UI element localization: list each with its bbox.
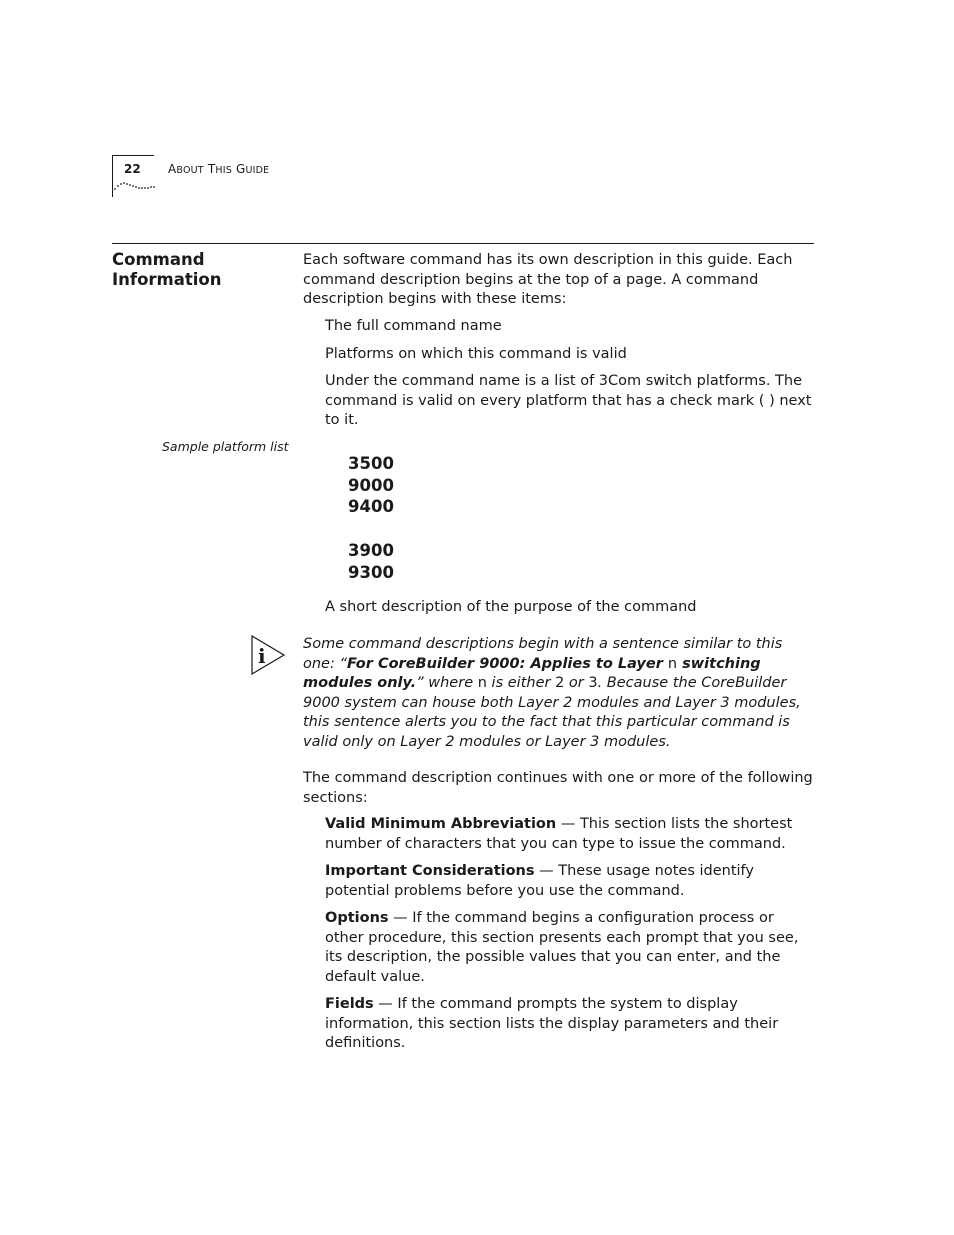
- platform-label: 3900: [348, 541, 394, 560]
- intro-paragraph: Each software command has its own description in this guide. Each command description begins at the top of a page. A command description begins with these items:: [303, 252, 793, 307]
- subsection-item: Fields — If the command prompts the system to display information, this section lists the display parameters and their definitions.: [325, 996, 779, 1051]
- running-head: ABOUT THIS GUIDE: [168, 162, 270, 176]
- figure-caption: Sample platform list: [162, 439, 289, 454]
- subsection-label: Fields: [325, 996, 374, 1012]
- subsection-item: Important Considerations — These usage notes identify potential problems before you use the command.: [325, 863, 754, 899]
- platform-label: 9000: [348, 476, 394, 495]
- platform-label: 9300: [348, 563, 394, 582]
- subsection-label: Valid Minimum Abbreviation: [325, 816, 557, 832]
- info-icon: [250, 634, 286, 676]
- section-rule: [112, 243, 814, 244]
- list-item: A short description of the purpose of the command: [325, 599, 697, 615]
- dotted-line-ornament: [113, 176, 157, 192]
- continues-paragraph: The command description continues with one or more of the following sections:: [303, 770, 813, 806]
- section-title: Command Information: [112, 250, 222, 289]
- subsection-item: Valid Minimum Abbreviation — This section lists the shortest number of characters that you can type to issue the command.: [325, 816, 793, 852]
- list-item: Platforms on which this command is valid: [325, 346, 627, 362]
- svg-text:i: i: [258, 644, 266, 668]
- platform-label: 9400: [348, 497, 394, 516]
- note-text: Some command descriptions begin with a sentence similar to this one: “For CoreBuilder 9000: Applies to Layer n switching modules only.” where n is either 2 or 3. Because the CoreBuilder 9000 system can house both Layer 2 modules and Layer 3 modules, this sentence alerts you to the fact that this particular command is valid only on Layer 2 modules or Layer 3 modules.: [303, 636, 801, 750]
- list-item: The full command name: [325, 318, 502, 334]
- subsection-label: Options: [325, 910, 389, 926]
- list-item: Under the command name is a list of 3Com switch platforms. The command is valid on every platform that has a check mark ( ) next to it.: [325, 373, 812, 428]
- platform-label: 3500: [348, 454, 394, 473]
- page-number: 22: [124, 162, 141, 176]
- subsection-label: Important Considerations: [325, 863, 535, 879]
- subsection-item: Options — If the command begins a configuration process or other procedure, this section presents each prompt that you see, its description, the possible values that you can enter, and the default value.: [325, 910, 799, 985]
